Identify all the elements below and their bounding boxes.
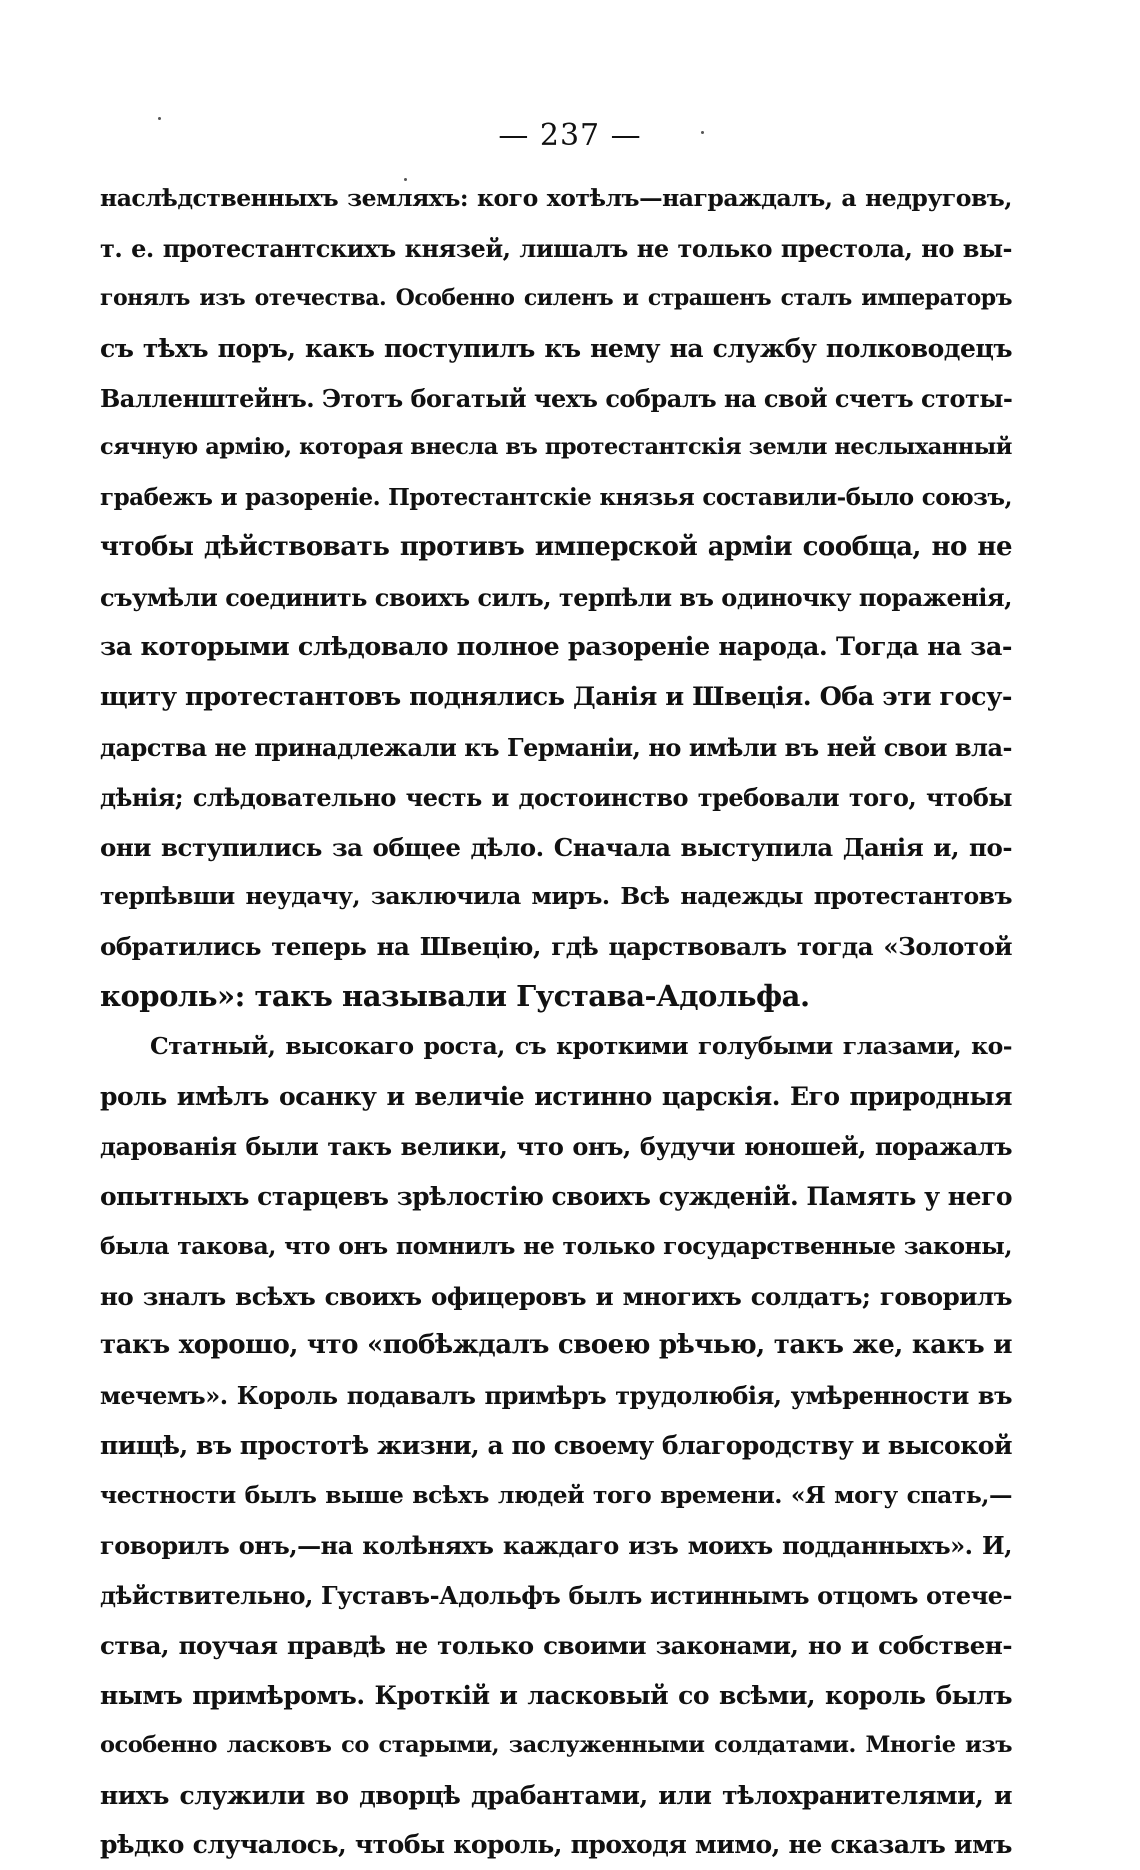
- text-line: обратились теперь на Швецію, гдѣ царствовалъ тогда «Золотой: [100, 932, 1012, 962]
- text-line: они вступились за общее дѣло. Сначала выступила Данія и, по-: [100, 832, 1012, 862]
- text-line: дарованія были такъ велики, что онъ, будучи юношей, поражалъ: [100, 1131, 1012, 1161]
- text-line: сячную армію, которая внесла въ протестантскія земли неслыханный: [100, 434, 1012, 461]
- text-line: была такова, что онъ помнилъ не только государственные законы,: [100, 1231, 1012, 1260]
- text-line: говорилъ онъ,—на колѣняхъ каждаго изъ моихъ подданныхъ». И,: [100, 1531, 1012, 1561]
- text-line: нихъ служили во дворцѣ драбантами, или тѣлохранителями, и: [100, 1780, 1012, 1810]
- text-line: ства, поучая правдѣ не только своими законами, но и собствен-: [100, 1630, 1012, 1660]
- page-number: — 237 —: [498, 118, 642, 153]
- text-line: но зналъ всѣхъ своихъ офицеровъ и многихъ солдатъ; говорилъ: [100, 1281, 1012, 1311]
- paragraph-2: [100, 1022, 1012, 1870]
- text-line: честности былъ выше всѣхъ людей того времени. «Я могу спать,—: [100, 1481, 1012, 1510]
- body-text: [100, 174, 1012, 1870]
- text-line: рѣдко случалось, чтобы король, проходя мимо, не сказалъ имъ: [100, 1830, 1012, 1860]
- text-line: опытныхъ старцевъ зрѣлостію своихъ сужденій. Память у него: [100, 1181, 1012, 1211]
- text-line: роль имѣлъ осанку и величіе истинно царскія. Его природныя: [100, 1082, 1012, 1112]
- text-line: мечемъ». Король подавалъ примѣръ трудолюбія, умѣренности въ: [100, 1381, 1012, 1411]
- text-line: за которыми слѣдовало полное разореніе народа. Тогда на за-: [100, 632, 1012, 663]
- text-line: особенно ласковъ со старыми, заслуженными солдатами. Многіе изъ: [100, 1731, 1012, 1758]
- text-line: грабежъ и разореніе. Протестантскіе князья составили-было союзъ,: [100, 484, 1012, 512]
- text-line: терпѣвши неудачу, заключила миръ. Всѣ надежды протестантовъ: [100, 882, 1012, 911]
- text-line: дѣнія; слѣдовательно честь и достоинство требовали того, чтобы: [100, 782, 1012, 812]
- text-line: наслѣдственныхъ земляхъ: кого хотѣлъ—награждалъ, а недруговъ,: [100, 184, 1012, 212]
- text-line: такъ хорошо, что «побѣждалъ своею рѣчью, такъ же, какъ и: [100, 1330, 1012, 1361]
- text-line: нымъ примѣромъ. Кроткій и ласковый со всѣми, король былъ: [100, 1680, 1012, 1710]
- text-line: т. е. протестантскихъ князей, лишалъ не только престола, но вы-: [100, 233, 1012, 263]
- text-line: Статный, высокаго роста, съ кроткими голубыми глазами, ко-: [150, 1032, 1012, 1061]
- text-line: чтобы дѣйствовать противъ имперской арміи сообща, но не: [100, 532, 1012, 563]
- text-line: щиту протестантовъ поднялись Данія и Швеція. Оба эти госу-: [100, 681, 1012, 712]
- text-line: гонялъ изъ отечества. Особенно силенъ и страшенъ сталъ императоръ: [100, 284, 1012, 311]
- text-line: съ тѣхъ поръ, какъ поступилъ къ нему на службу полководецъ: [100, 333, 1012, 363]
- text-line: съумѣли соединить своихъ силъ, терпѣли въ одиночку пораженія,: [100, 583, 1012, 613]
- text-line: дѣйствительно, Густавъ-Адольфъ былъ истиннымъ отцомъ отече-: [100, 1580, 1012, 1610]
- text-line: пищѣ, въ простотѣ жизни, а по своему благородству и высокой: [100, 1431, 1012, 1461]
- text-line: Валленштейнъ. Этотъ богатый чехъ собралъ на свой счетъ стоты-: [100, 383, 1013, 413]
- text-line: король»: такъ называли Густава-Адольфа.: [100, 979, 810, 1014]
- paragraph-1: [100, 174, 1012, 1022]
- text-line: дарства не принадлежали къ Германіи, но имѣли въ ней свои вла-: [100, 732, 1012, 762]
